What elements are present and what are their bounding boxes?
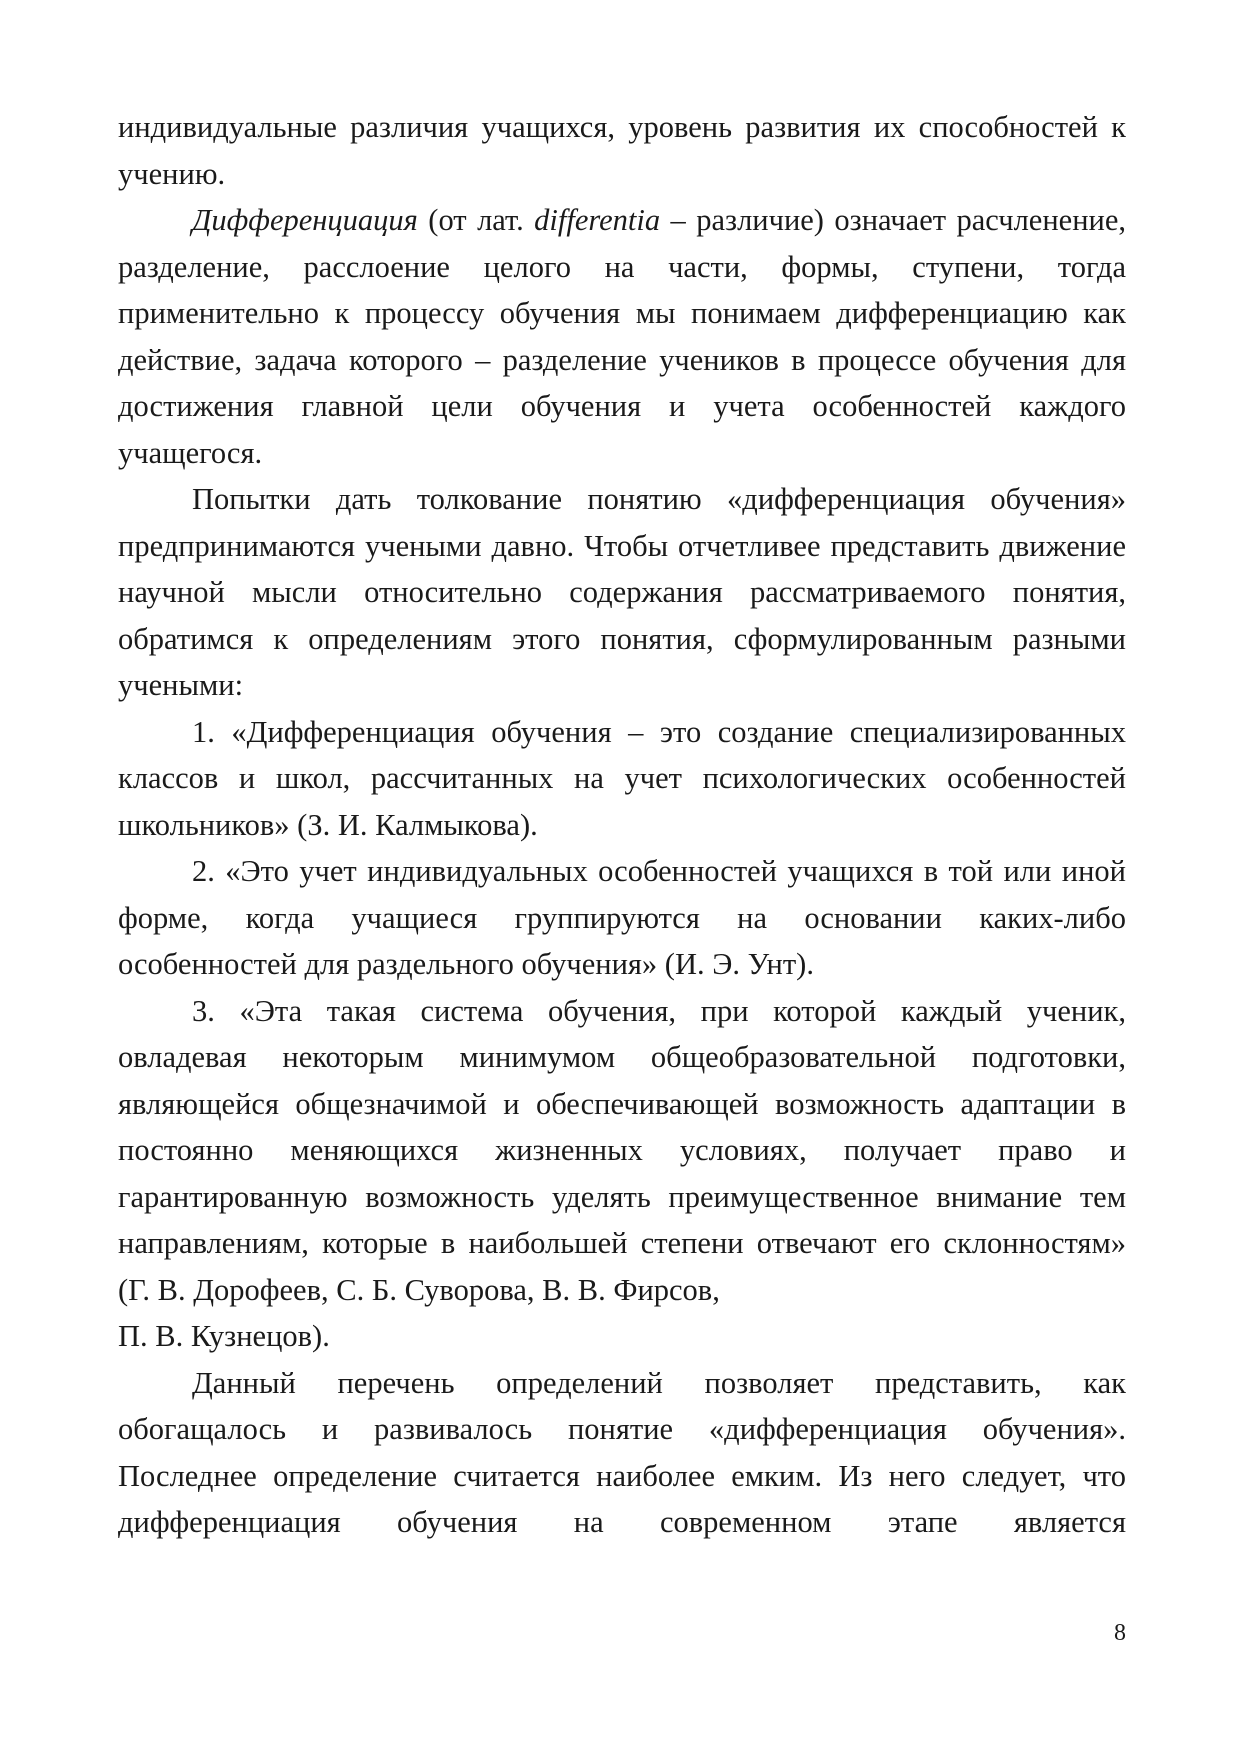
definition-2: 2. «Это учет индивидуальных особенностей учащихся в той или иной форме, когда учащиеся группируются на основании каких-либо особенностей для раздельного обучения» (И. Э. Унт). [118,854,1126,981]
definition-1: 1. «Дифференциация обучения – это создание специализированных классов и школ, рассчитанных на учет психологических особенностей школьников» (З. И. Калмыкова). [118,714,1126,842]
page-number: 8 [1114,1620,1126,1646]
paragraph-2-text-b: – различие) означает расчленение, разделение, расслоение целого на части, формы, ступени, тогда применительно к процессу обучения мы понимаем дифференциацию как действие, задача которого – разделение учеников в процессе обучения для достижения главной цели обучения и учета особенностей каждого учащегося. [118,203,1127,470]
latin-term: differentia [534,203,661,237]
definition-3: 3. «Эта такая система обучения, при которой каждый ученик, овладевая некоторым минимумом общеобразовательной подготовки, являющейся общезначимой и обеспечивающей возможность адаптации в постоянно меняющихся жизненных условиях, получает право и гарантированную возможность уделять преимущественное внимание тем направлениям, которые в наибольшей степени отвечают его склонностям» (Г. В. Дорофеев, С. Б. Суворова, В. В. Фирсов, [118,993,1126,1307]
paragraph-summary: Данный перечень определений позволяет представить, как обогащалось и развивалось понятие «дифференциация обучения». Последнее определение считается наиболее емким. Из него следует, что дифференциация обучения на современном этапе является [118,1365,1126,1539]
definition-3-authors-tail: П. В. Кузнецов). [118,1319,330,1353]
paragraph-1: индивидуальные различия учащихся, уровень развития их способностей к учению. [118,110,1126,191]
paragraph-2-definition [118,197,1126,476]
paragraph-2-text-a: (от лат. [417,203,535,237]
paragraph-3: Попытки дать толкование понятию «дифференциация обучения» предпринимаются учеными давно. Чтобы отчетливее представить движение научной мысли относительно содержания рассматриваемого понятия, обратимся к определениям этого понятия, сформулированным разными учеными: [118,482,1126,702]
page-body [118,104,1126,1546]
term-differentiation: Дифференциация [192,203,418,237]
